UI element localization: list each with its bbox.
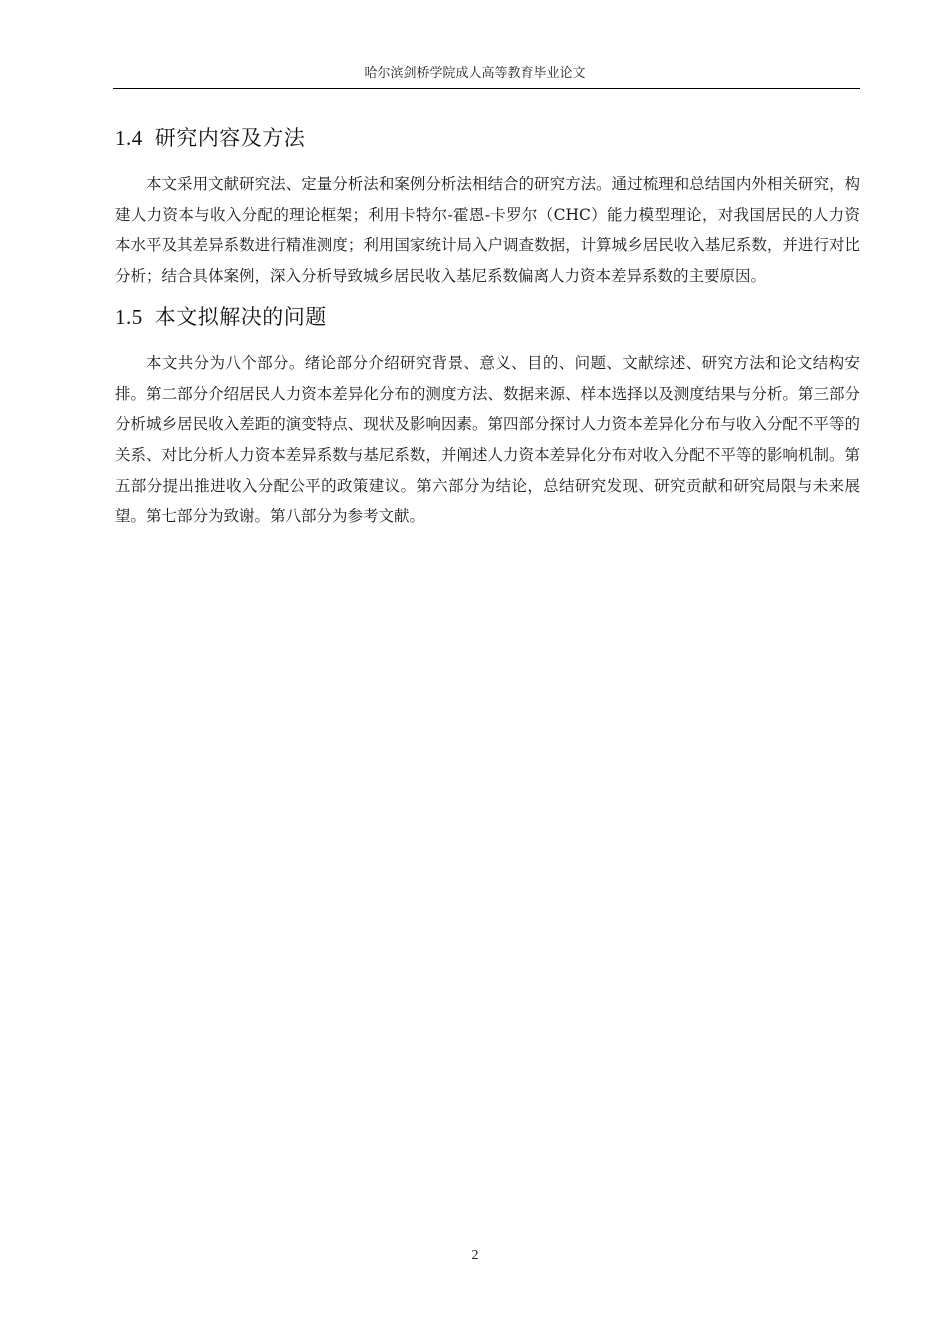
section-paragraph: 本文采用文献研究法、定量分析法和案例分析法相结合的研究方法。通过梳理和总结国内外相关研究，构建人力资本与收入分配的理论框架；利用卡特尔-霍恩-卡罗尔（CHC）能力模型理论，对我国居民的人力资本水平及其差异系数进行精准测度；利用国家统计局入户调查数据，计算城乡居民收入基尼系数，并进行对比分析；结合具体案例，深入分析导致城乡居民收入基尼系数偏离人力资本差异系数的主要原因。: [115, 175, 860, 286]
section-1-4: [115, 121, 860, 292]
page-number: 2: [471, 1248, 479, 1263]
section-number: 1.5: [115, 304, 143, 329]
section-title: 研究内容及方法: [154, 126, 306, 150]
section-number: 1.4: [115, 126, 143, 150]
header-divider: [113, 88, 860, 89]
section-heading: [115, 300, 860, 334]
section-spacer: [115, 292, 860, 300]
section-1-5: [115, 300, 860, 532]
section-heading: [115, 121, 860, 155]
page-body: [115, 121, 860, 532]
header-title: 哈尔滨剑桥学院成人高等教育毕业论文: [364, 66, 586, 81]
section-title: 本文拟解决的问题: [154, 304, 327, 329]
section-paragraph: 本文共分为八个部分。绪论部分介绍研究背景、意义、目的、问题、文献综述、研究方法和论文结构安排。第二部分介绍居民人力资本差异化分布的测度方法、数据来源、样本选择以及测度结果与分析。第三部分分析城乡居民收入差距的演变特点、现状及影响因素。第四部分探讨人力资本差异化分布与收入分配不平等的关系、对比分析人力资本差异系数与基尼系数，并阐述人力资本差异化分布对收入分配不平等的影响机制。第五部分提出推进收入分配公平的政策建议。第六部分为结论，总结研究发现、研究贡献和研究局限与未来展望。第七部分为致谢。第八部分为参考文献。: [115, 353, 860, 526]
